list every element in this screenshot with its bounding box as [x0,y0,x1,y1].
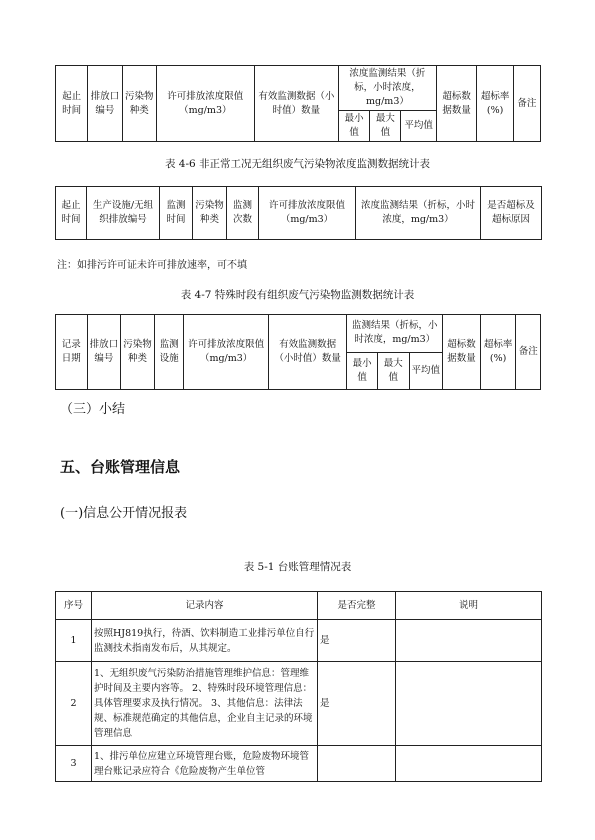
header-pollutant: 污染物种类 [121,315,155,390]
row-content: 1、排污单位应建立环境管理台账，危险废物环境管理台账记录应符合《危险废物产生单位管 [92,746,318,782]
header-record-date: 记录日期 [56,315,88,390]
header-pollutant: 污染物种类 [193,187,227,240]
header-facility-no: 生产设施/无组织排放编号 [87,187,160,240]
row-explain [396,662,542,746]
header-monitor-facility: 监测设施 [154,315,184,390]
header-permit-limit: 许可排放浓度限值（mg/m3） [259,187,356,240]
header-remark: 备注 [516,315,541,390]
row-seq: 3 [56,746,92,782]
header-max: 最大值 [370,111,401,142]
header-content: 记录内容 [92,592,318,620]
row-complete [318,746,396,782]
table-5-1 [55,591,542,782]
subsection-summary: （三）小结 [60,402,126,417]
header-conc-result: 浓度监测结果（折标，小时浓度，mg/m3） [339,66,437,111]
header-remark: 备注 [513,66,540,142]
header-pollutant: 污染物种类 [122,66,156,142]
subsection-disclosure: (一)信息公开情况报表 [60,506,188,521]
header-result: 监测结果（折标，小时浓度，mg/m3） [347,315,443,353]
row-seq: 2 [56,662,92,746]
header-min: 最小值 [347,352,378,390]
row-seq: 1 [56,620,92,662]
header-min: 最小值 [339,111,370,142]
row-content: 按照HJ819执行，待酒、饮料制造工业排污单位自行监测技术指南发布后，从其规定。 [92,620,318,662]
row-complete: 是 [318,662,396,746]
header-monitor-count: 监测次数 [227,187,259,240]
header-outlet-no: 排放口编号 [87,315,121,390]
header-permit-limit: 许可排放浓度限值（mg/m3） [156,66,254,142]
header-start-end-time: 起止时间 [56,187,87,240]
header-valid-data: 有效监测数据（小时值）数量 [268,315,346,390]
table-4-7 [55,314,541,390]
section-5-title: 五、台账管理信息 [60,458,181,476]
header-complete: 是否完整 [318,592,396,620]
header-avg: 平均值 [409,352,443,390]
header-max: 最大值 [377,352,409,390]
header-exceed-rate: 超标率(%) [477,66,513,142]
row-complete: 是 [318,620,396,662]
header-exceed-reason: 是否超标及超标原因 [481,187,542,240]
table-row [56,746,542,782]
header-conc-result: 浓度监测结果（折标，小时浓度，mg/m3） [356,187,481,240]
header-exceed-rate: 超标率(%) [480,315,516,390]
table-5-1-caption: 表 5-1 台账管理情况表 [243,561,352,573]
table-4-5 [55,65,541,142]
header-monitor-time: 监测时间 [160,187,193,240]
table-row [56,662,542,746]
table-4-7-caption: 表 4-7 特殊时段有组织废气污染物监测数据统计表 [180,289,415,301]
row-content: 1、无组织废气污染防治措施管理维护信息：管理维护时间及主要内容等。 2、特殊时段环境管理信息：具体管理要求及执行情况。 3、其他信息：法律法规、标准规范确定的其他信息，企业自主记录的环境管理信息 [92,662,318,746]
row-explain [396,620,542,662]
header-valid-data: 有效监测数据（小时值）数量 [254,66,338,142]
table-4-6-caption: 表 4-6 非正常工况无组织废气污染物浓度监测数据统计表 [164,158,431,170]
row-explain [396,746,542,782]
header-permit-limit: 许可排放浓度限值（mg/m3） [184,315,269,390]
header-outlet-no: 排放口编号 [88,66,122,142]
header-exceed-count: 超标数据数量 [436,66,477,142]
header-exceed-count: 超标数据数量 [443,315,481,390]
header-seq: 序号 [56,592,92,620]
header-avg: 平均值 [401,111,436,142]
header-start-end-time: 起止时间 [56,66,88,142]
table-4-6 [55,186,542,240]
table-row [56,620,542,662]
header-explain: 说明 [396,592,542,620]
table-4-6-note: 注：如排污许可证未许可排放速率，可不填 [57,260,247,271]
